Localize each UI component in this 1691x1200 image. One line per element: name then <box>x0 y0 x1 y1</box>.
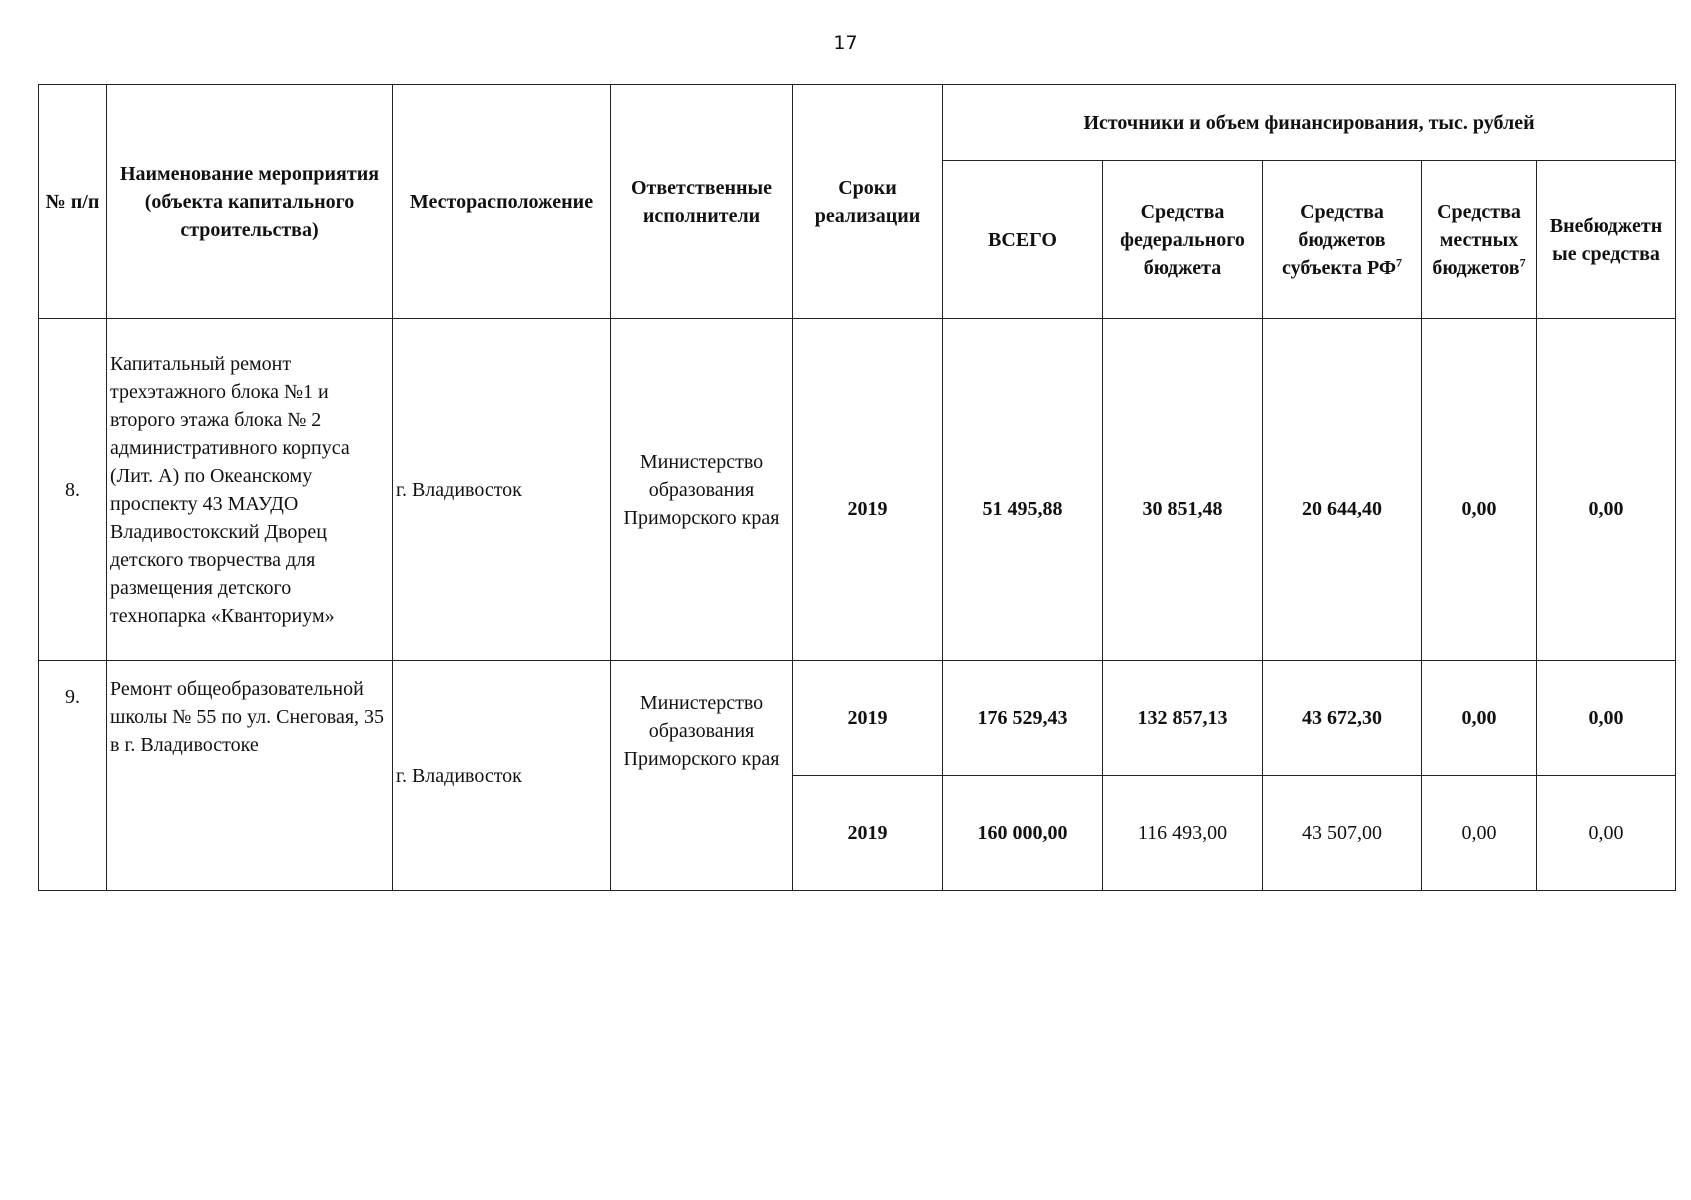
row-num: 8. <box>39 319 107 661</box>
row-federal: 30 851,48 <box>1103 319 1263 661</box>
row-total: 160 000,00 <box>943 776 1103 891</box>
header-subject <box>1263 161 1422 319</box>
row-name: Ремонт общеобразовательной школы № 55 по ул. Снеговая, 35 в г. Владивостоке <box>107 661 393 891</box>
row-year: 2019 <box>793 319 943 661</box>
row-subject: 20 644,40 <box>1263 319 1422 661</box>
table-row <box>39 319 1676 661</box>
header-subject-label: Средства бюджетов субъекта РФ <box>1281 200 1397 279</box>
row-location: г. Владивосток <box>393 319 611 661</box>
header-local-footnote: 7 <box>1519 254 1526 269</box>
row-extra: 0,00 <box>1537 319 1676 661</box>
header-local-label: Средства местных бюджетов <box>1432 200 1521 279</box>
header-federal: Средства федерального бюджета <box>1103 161 1263 319</box>
row-year: 2019 <box>793 661 943 776</box>
header-name: Наименование мероприятия (объекта капитального строительства) <box>107 85 393 319</box>
row-local: 0,00 <box>1422 661 1537 776</box>
header-subject-footnote: 7 <box>1396 254 1403 269</box>
table-row <box>39 661 1676 776</box>
header-financing: Источники и объем финансирования, тыс. рублей <box>943 85 1676 161</box>
header-extra: Внебюджетн ые средства <box>1537 161 1676 319</box>
row-total: 176 529,43 <box>943 661 1103 776</box>
header-location: Месторасположение <box>393 85 611 319</box>
row-extra: 0,00 <box>1537 776 1676 891</box>
row-federal: 132 857,13 <box>1103 661 1263 776</box>
row-total: 51 495,88 <box>943 319 1103 661</box>
row-year: 2019 <box>793 776 943 891</box>
row-responsible: Министерство образования Приморского края <box>611 319 793 661</box>
financing-table <box>38 84 1676 891</box>
row-responsible: Министерство образования Приморского края <box>611 661 793 891</box>
row-location: г. Владивосток <box>393 661 611 891</box>
header-row-1 <box>39 85 1676 161</box>
row-name: Капитальный ремонт трехэтажного блока №1 и второго этажа блока № 2 административного корпуса (Лит. А) по Океанскому проспекту 43 МАУДО Владивостокский Дворец детского творчества для размещения детского технопарка «Кванториум» <box>107 319 393 661</box>
header-responsible: Ответственные исполнители <box>611 85 793 319</box>
header-local <box>1422 161 1537 319</box>
header-num: № п/п <box>39 85 107 319</box>
header-total: ВСЕГО <box>943 161 1103 319</box>
row-local: 0,00 <box>1422 776 1537 891</box>
row-subject: 43 507,00 <box>1263 776 1422 891</box>
row-subject: 43 672,30 <box>1263 661 1422 776</box>
row-federal: 116 493,00 <box>1103 776 1263 891</box>
row-local: 0,00 <box>1422 319 1537 661</box>
row-num: 9. <box>39 661 107 891</box>
row-extra: 0,00 <box>1537 661 1676 776</box>
page-number: 17 <box>833 32 858 54</box>
header-period: Сроки реализации <box>793 85 943 319</box>
